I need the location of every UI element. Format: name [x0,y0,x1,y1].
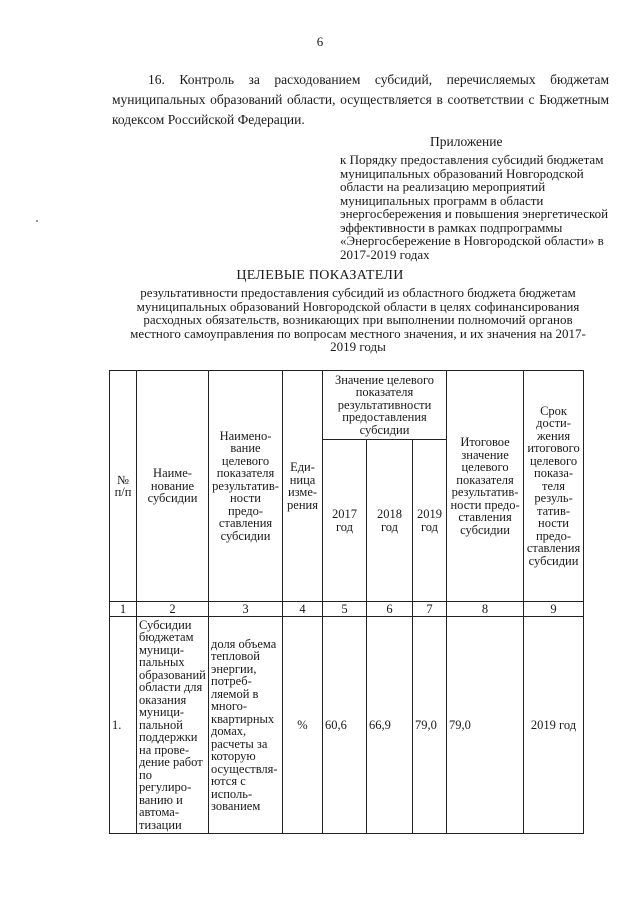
header-unit: Единица измерения [283,371,323,602]
row-value-2017: 60,6 [323,617,367,834]
table-row [110,617,584,834]
column-number: 7 [413,602,447,617]
appendix-title: Приложение [430,134,503,149]
header-2019: 2019 год [413,440,447,602]
row-total: 79,0 [447,617,524,834]
table-header-row [110,371,584,440]
document-subheading: результативности предоставления субсидий из областного бюджета бюджетам муниципальных образований Новгородской области в целях софинансирования расходных обязательств, возникающих при выполнении полномочий органов местного самоуправления по вопросам местного значения, и их значения на 2017-2019 годы [130,285,586,354]
appendix-body: к Порядку предоставления субсидий бюджетам муниципальных образований Новгородской области на реализацию мероприятий муниципальных программ в области энергосбережения и повышения энергетической эффективности в рамках подпрограммы «Энергосбережение в Новгородской области» в 2017-2019 годах [340,152,609,262]
paragraph-16 [112,70,609,130]
header-2017: 2017 год [323,440,367,602]
header-2018: 2018 год [367,440,413,602]
column-number: 9 [524,602,584,617]
scan-speck [36,220,38,222]
row-value-2019: 79,0 [413,617,447,834]
header-subsidy-name: Наименование субсидии [137,371,209,602]
column-number: 2 [137,602,209,617]
row-indicator: доля объема тепловой энергии, потребляемой в многоквартирных домах, расчеты за которую осуществляются с использованием [209,617,283,834]
header-indicator-name: Наименование целевого показателя результативности предоставления субсидии [209,371,283,602]
column-number: 3 [209,602,283,617]
header-value-group: Значение целевого показателя результативности предоставления субсидии [323,371,447,440]
column-number: 8 [447,602,524,617]
column-number: 6 [367,602,413,617]
row-value-2018: 66,9 [367,617,413,834]
column-number: 4 [283,602,323,617]
header-total: Итоговое значение целевого показателя результативности предоставления субсидии [447,371,524,602]
paragraph-16-text: 16. Контроль за расходованием субсидий, перечисляемых бюджетам муниципальных образований области, осуществляется в соответствии с Бюджетным кодексом Российской Федерации. [112,72,609,127]
page-number: 6 [316,34,324,49]
row-subsidy: Субсидии бюджетам муниципальных образований области для оказания муниципальной поддержки на проведение работ по регулированию и автоматизации [137,617,209,834]
row-unit: % [283,617,323,834]
document-heading: ЦЕЛЕВЫЕ ПОКАЗАТЕЛИ [236,268,404,283]
header-deadline: Срок достижения итогового целевого показателя результативности предоставления субсидии [524,371,584,602]
column-number-row [110,602,584,617]
row-num: 1. [110,617,137,834]
header-num: № п/п [110,371,137,602]
indicators-table [109,370,584,834]
row-deadline: 2019 год [524,617,584,834]
column-number: 5 [323,602,367,617]
column-number: 1 [110,602,137,617]
